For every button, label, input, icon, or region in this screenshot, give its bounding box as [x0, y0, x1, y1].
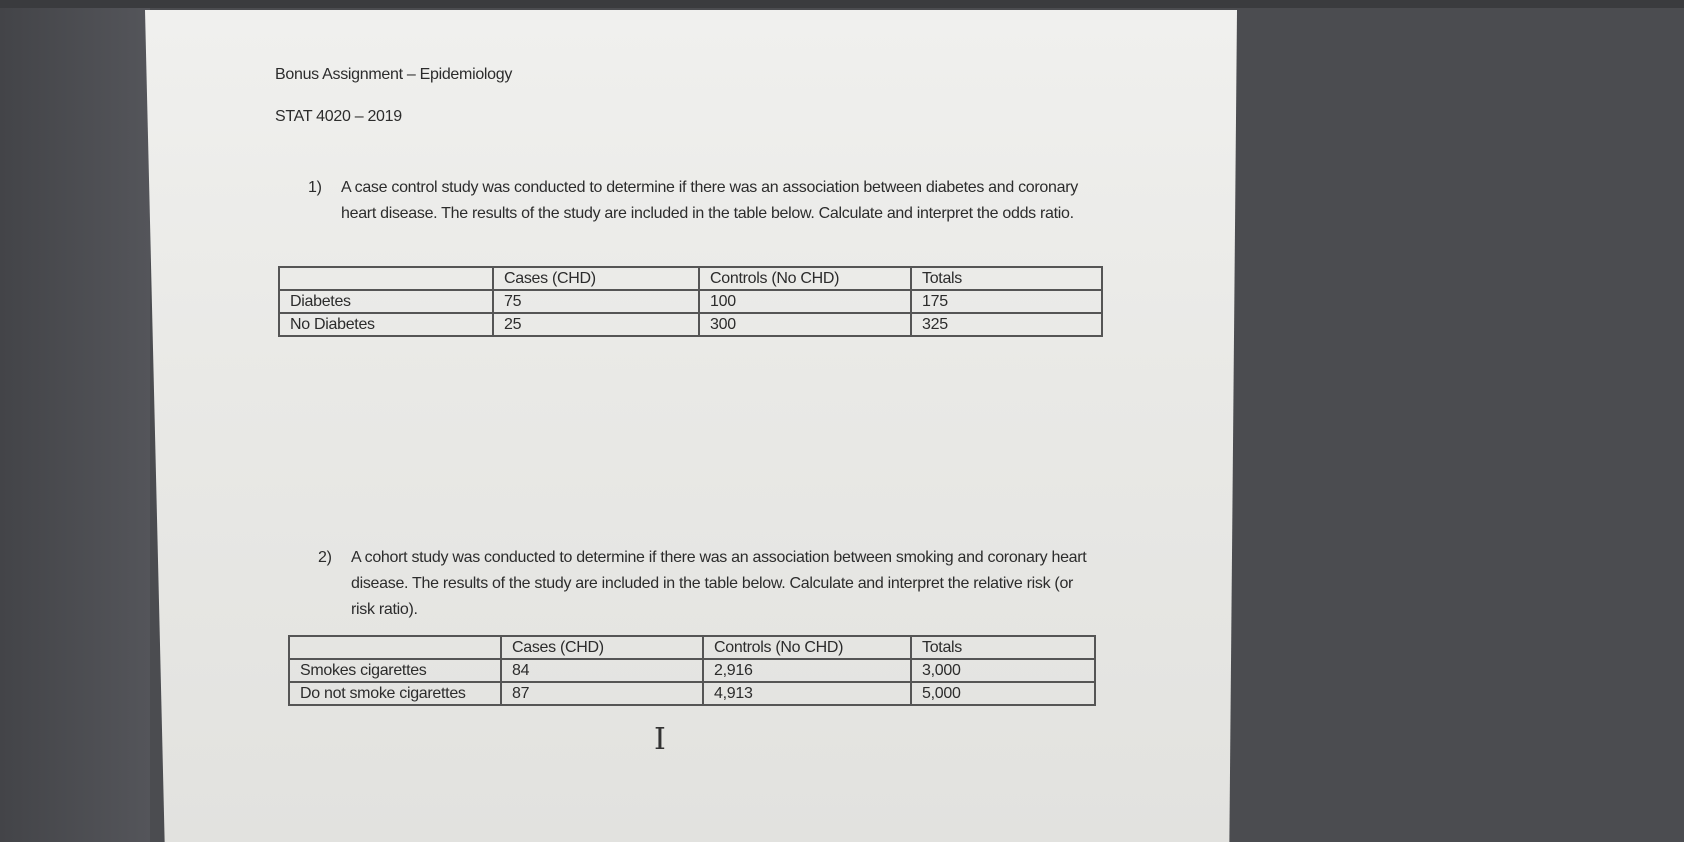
- document-subtitle: STAT 4020 – 2019: [275, 108, 402, 125]
- table-cell: 325: [911, 313, 1102, 336]
- question-number: 2): [318, 549, 332, 566]
- table-cell: 100: [699, 290, 911, 313]
- header-cell: [289, 636, 501, 659]
- left-background: [0, 8, 150, 842]
- document-title: Bonus Assignment – Epidemiology: [275, 66, 513, 83]
- table-row: [289, 659, 1095, 682]
- table-cell: 75: [493, 290, 699, 313]
- odds-ratio-table: [278, 266, 1103, 337]
- table-cell: 84: [501, 659, 703, 682]
- row-label: No Diabetes: [279, 313, 493, 336]
- question-text: A cohort study was conducted to determine if there was an association between smoking and coronary heart disease. The results of the study are included in the table below. Calculate and interpret the relative risk (or risk ratio).: [351, 549, 1087, 618]
- row-label: Smokes cigarettes: [289, 659, 501, 682]
- table-cell: 4,913: [703, 682, 911, 705]
- table-header-row: [289, 636, 1095, 659]
- header-cell: Controls (No CHD): [703, 636, 911, 659]
- header-cell: Controls (No CHD): [699, 267, 911, 290]
- header-cell: [279, 267, 493, 290]
- header-cell: Cases (CHD): [493, 267, 699, 290]
- header-cell: Cases (CHD): [501, 636, 703, 659]
- document-page: [145, 10, 1237, 842]
- table-cell: 25: [493, 313, 699, 336]
- table-header-row: [279, 267, 1102, 290]
- table-row: [279, 313, 1102, 336]
- header-cell: Totals: [911, 636, 1095, 659]
- table-cell: 175: [911, 290, 1102, 313]
- table-cell: 2,916: [703, 659, 911, 682]
- row-label: Do not smoke cigarettes: [289, 682, 501, 705]
- table-row: [289, 682, 1095, 705]
- table-cell: 3,000: [911, 659, 1095, 682]
- table-cell: 5,000: [911, 682, 1095, 705]
- relative-risk-table: [288, 635, 1096, 706]
- table-cell: 87: [501, 682, 703, 705]
- row-label: Diabetes: [279, 290, 493, 313]
- question-number: 1): [308, 179, 322, 196]
- table-row: [279, 290, 1102, 313]
- table-cell: 300: [699, 313, 911, 336]
- text-cursor-icon: I: [654, 722, 666, 757]
- header-cell: Totals: [911, 267, 1102, 290]
- top-bezel: [0, 0, 1684, 8]
- question-text: A case control study was conducted to determine if there was an association between diabetes and coronary heart disease. The results of the study are included in the table below. Calculate and interpret the odds ratio.: [341, 179, 1078, 222]
